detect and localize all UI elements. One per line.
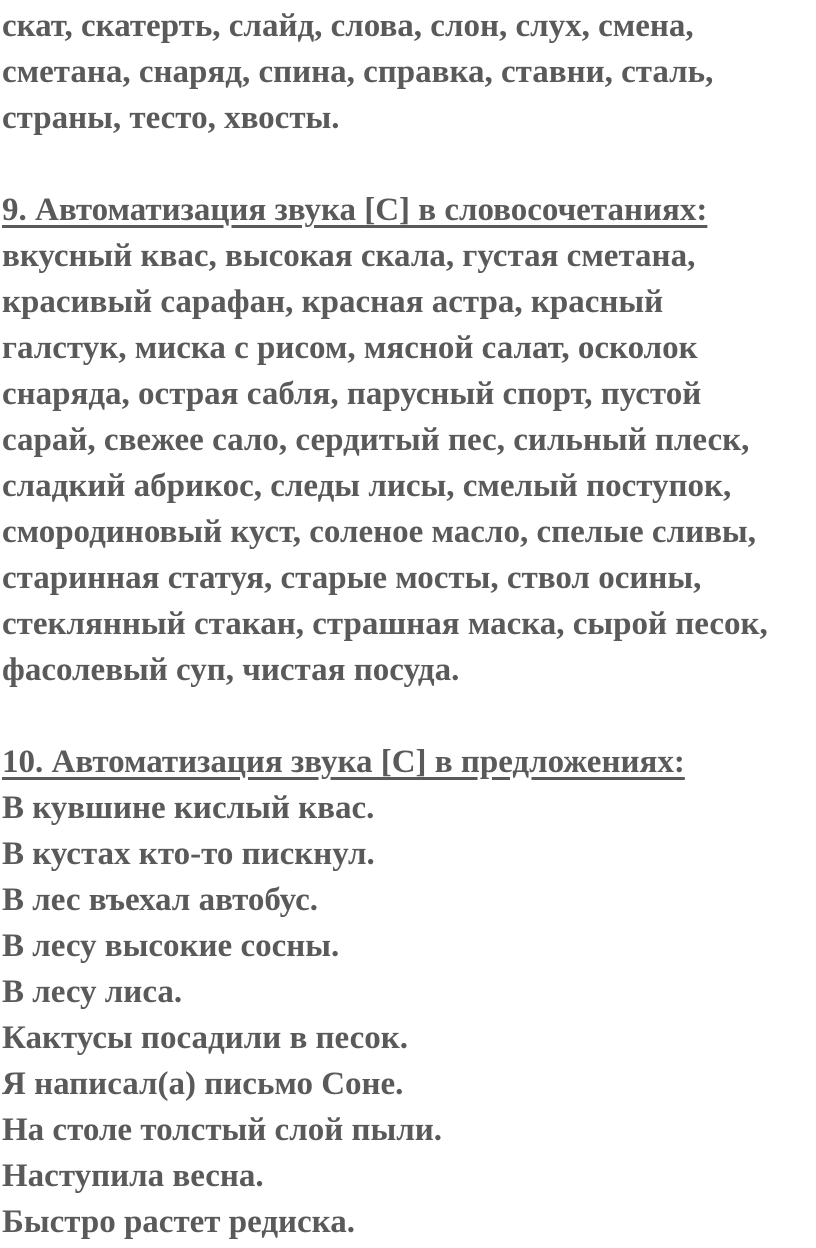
section-10-sentence: В кустах кто-то пискнул. [2,836,375,872]
section-10-sentence: Быстро растет редиска. [2,1204,355,1240]
section-10-sentence: На столе толстый слой пыли. [2,1112,443,1148]
section-9-line: фасолевый суп, чистая посуда. [2,652,460,688]
section-9-line: старинная статуя, старые мосты, ствол осины, [2,560,702,596]
section-10-sentence: В лесу высокие сосны. [2,928,340,964]
section-10-sentence: Кактусы посадили в песок. [2,1020,409,1056]
section-10-sentence: В лес въехал автобус. [2,882,318,918]
word-list-line-1: скат, скатерть, слайд, слова, слон, слух, смена, [2,8,694,44]
word-list-line-3: страны, тесто, хвосты. [2,100,340,136]
section-9-line: смородиновый куст, соленое масло, спелые сливы, [2,514,756,550]
section-10-sentence: В лесу лиса. [2,974,183,1010]
section-9-line: снаряда, острая сабля, парусный спорт, пустой [2,376,702,412]
section-9-line: красивый сарафан, красная астра, красный [2,284,664,320]
section-10-sentence: Наступила весна. [2,1158,264,1194]
section-9-line: стеклянный стакан, страшная маска, сырой песок, [2,606,768,642]
word-list-line-2: сметана, снаряд, спина, справка, ставни, сталь, [2,54,714,90]
section-9-heading: 9. Автоматизация звука [С] в словосочетаниях: [2,192,708,228]
section-9-line: сарай, свежее сало, сердитый пес, сильный плеск, [2,422,750,458]
section-9-line: галстук, миска с рисом, мясной салат, осколок [2,330,698,366]
section-10-sentence: В кувшине кислый квас. [2,790,375,826]
section-9-line: вкусный квас, высокая скала, густая сметана, [2,238,696,274]
section-9-line: сладкий абрикос, следы лисы, смелый поступок, [2,468,732,504]
section-10-heading: 10. Автоматизация звука [С] в предложениях: [2,744,685,780]
section-10-sentence: Я написал(а) письмо Соне. [2,1066,404,1102]
